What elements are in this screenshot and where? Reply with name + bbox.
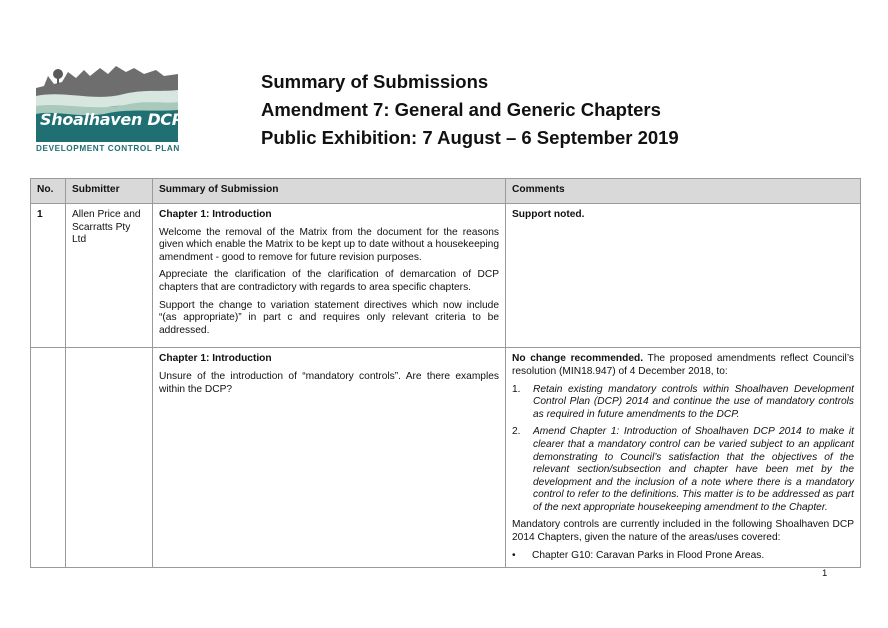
comment-paragraph: Mandatory controls are currently included in the following Shoalhaven DCP 2014 Chapters, given the nature of the areas/uses covered: — [512, 519, 854, 544]
submitter-name: Allen Price and Scarratts Pty Ltd — [66, 204, 153, 348]
list-item — [512, 426, 854, 514]
summary-paragraph: Appreciate the clarification of the clarification of demarcation of DCP chapters that are contradictory with regards to area specific chapters. — [159, 269, 499, 293]
resolution-text: Retain existing mandatory controls within Shoalhaven Development Control Plan (DCP) 2014 and continue the use of mandatory controls as required in future amendments to the DCP. — [533, 383, 854, 420]
summary-cell — [153, 204, 506, 348]
resolution-number: 2. — [512, 426, 521, 438]
document-title-block — [261, 68, 679, 152]
page-number: 1 — [822, 568, 828, 579]
logo-wordmark: Shoalhaven DCP — [40, 110, 184, 129]
table-header-row — [31, 179, 861, 204]
summary-paragraph: Welcome the removal of the Matrix from the document for the reasons given which enable the Matrix to be kept up to date without a housekeeping amendment - good to remove for future revision purposes. — [159, 226, 499, 263]
resolution-text: Amend Chapter 1: Introduction of Shoalhaven DCP 2014 to make it clearer that a mandatory control can be varied subject to an applicant demonstrating to Council’s satisfaction that the objectives of the relevant section/subsection and chapter have been met by the development and the inclusion of a note where there is a mandatory control to refer to the definitions. This matter is to be addressed as part of the next appropriate housekeeping amendment to the Chapter. — [533, 426, 854, 513]
resolution-list — [512, 384, 854, 515]
bullet-icon: • — [512, 549, 516, 561]
resolution-number: 1. — [512, 383, 521, 395]
summary-paragraph: Unsure of the introduction of “mandatory controls”. Are there examples within the DCP? — [159, 370, 499, 395]
chapter-list — [512, 550, 854, 563]
comment-text: Support noted. — [512, 209, 585, 220]
list-item — [512, 550, 854, 563]
comment-lead: No change recommended. — [512, 353, 644, 365]
comments-cell — [506, 204, 861, 348]
table-row — [31, 348, 861, 568]
shoalhaven-dcp-logo — [34, 62, 182, 158]
submitter-continued — [66, 348, 153, 568]
submission-number: 1 — [31, 204, 66, 348]
comment-intro-text: The proposed amendments reflect Council’s resolution (MIN18.947) of 4 December 2018, to: — [512, 353, 854, 377]
title-exhibition: Public Exhibition: 7 August – 6 September 2019 — [261, 127, 679, 148]
summary-heading: Chapter 1: Introduction — [159, 209, 272, 220]
column-header-summary: Summary of Submission — [153, 179, 506, 204]
logo-tagline: DEVELOPMENT CONTROL PLAN — [36, 144, 180, 153]
summary-paragraph: Support the change to variation statement directives which now include “(as appropriate)” in part c and requires only relevant criteria to be addressed. — [159, 299, 499, 336]
title-summary: Summary of Submissions — [261, 71, 489, 92]
column-header-no: No. — [31, 179, 66, 204]
column-header-submitter: Submitter — [66, 179, 153, 204]
submission-number-continued — [31, 348, 66, 568]
list-item — [512, 384, 854, 422]
submissions-table — [30, 178, 861, 568]
column-header-comments: Comments — [506, 179, 861, 204]
summary-heading: Chapter 1: Introduction — [159, 353, 272, 365]
comments-cell — [506, 348, 861, 568]
chapter-item-text: Chapter G10: Caravan Parks in Flood Prone Areas. — [532, 549, 765, 561]
summary-cell — [153, 348, 506, 568]
title-amendment: Amendment 7: General and Generic Chapters — [261, 99, 661, 120]
comment-intro — [512, 353, 854, 378]
table-row — [31, 204, 861, 348]
